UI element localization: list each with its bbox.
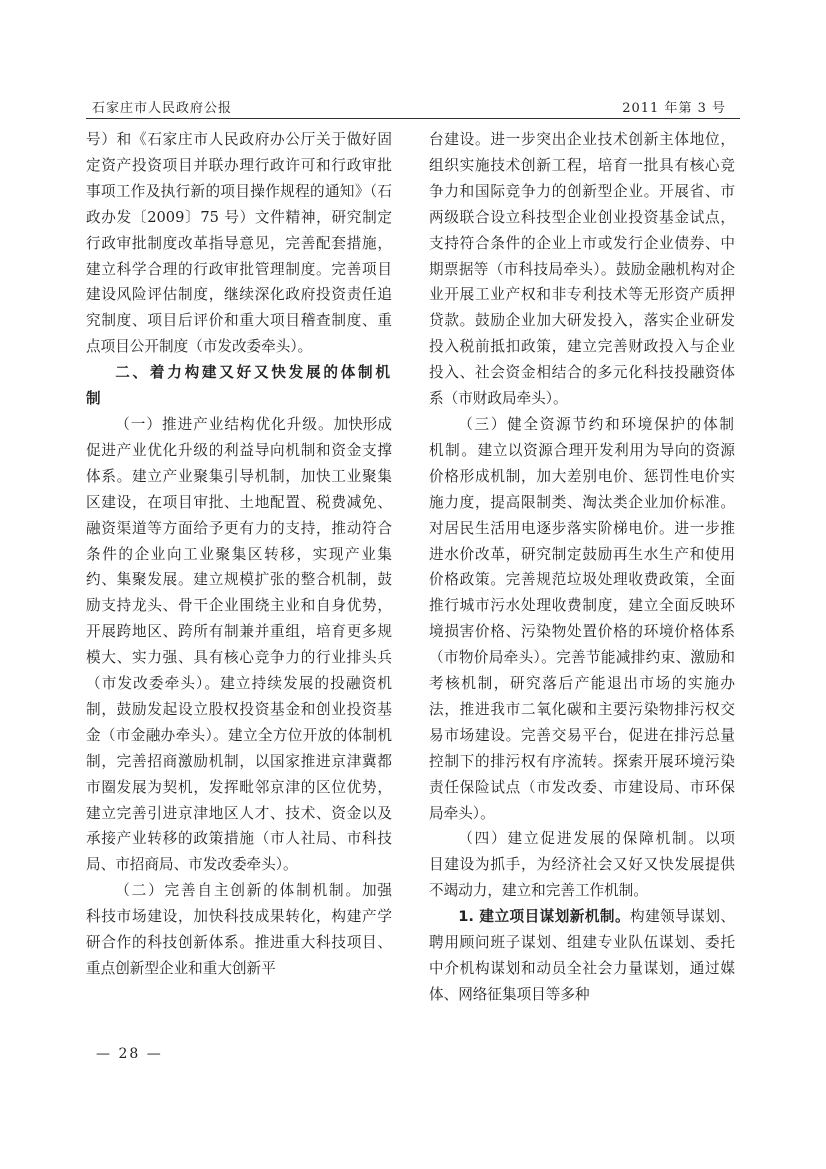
- paragraph: 台建设。进一步突出企业技术创新主体地位，组织实施技术创新工程，培育一批具有核心竞争力和国际竞争力的创新型企业。开展省、市两级联合设立科技型企业创业投资基金试点，支持符合条件的企业上市或发行企业债券、中期票据等（市科技局牵头）。鼓励金融机构对企业开展工业产权和非专利技术等无形资产质押贷款。鼓励企业加大研发投入，落实企业研发投入税前抵扣政策，建立完善财政投入与企业投入、社会资金相结合的多元化科技投融资体系（市财政局牵头）。: [429, 131, 735, 408]
- right-column: [429, 127, 735, 1008]
- paragraph-text: 以项目建设为抓手，为经济社会又好又快发展提供不竭动力，建立和完善工作机制。: [429, 830, 735, 900]
- issue-number: 2011 年第 3 号: [622, 101, 726, 116]
- paragraph: [429, 904, 735, 1008]
- subsection-title: （四）建立促进发展的保障机制。: [458, 830, 705, 848]
- paragraph-text: 建立以资源合理开发利用为导向的资源价格形成机制，加大差别电价、惩罚性电价实施力度，提高限制类、淘汰类企业加价标准。对居民生活用电逐步落实阶梯电价。进一步推进水价改革，研究制定鼓励再生水生产和使用价格政策。完善规范垃圾处理收费政策，全面推行城市污水处理收费制度，建立全面反映环境损害价格、污染物处置价格的环境价格体系（市物价局牵头）。完善节能减排约束、激励和考核机制，研究落后产能退出市场的实施办法，推进我市二氧化碳和主要污染物排污权交易市场建设。完善交易平台，促进在排污总量控制下的排污权有序流转。探索开展环境污染责任保险试点（市发改委、市建设局、市环保局牵头）。: [429, 441, 735, 822]
- paragraph-text: 加强科技市场建设，加快科技成果转化，构建产学研合作的科技创新体系。推进重大科技项目、重点创新型企业和重大创新平: [86, 882, 392, 977]
- paragraph: 号）和《石家庄市人民政府办公厅关于做好固定资产投资项目并联办理行政许可和行政审批事项工作及执行新的项目操作规程的通知》（石政办发〔2009〕75 号）文件精神，研究制定行政审批制度改革指导意见，完善配套措施，建立科学合理的行政审批管理制度。完善项目建设风险评估制度，继续深化政府投资责任追究制度、项目后评价和重大项目稽查制度、重点项目公开制度（市发改委牵头）。: [86, 131, 392, 356]
- paragraph: [86, 878, 392, 982]
- paragraph-text: 构建领导谋划、聘用顾问班子谋划、组建专业队伍谋划、委托中介机构谋划和动员全社会力量谋划，通过媒体、网络征集项目等多种: [429, 908, 735, 1003]
- page-header: [86, 95, 740, 119]
- item-title: 1. 建立项目谋划新机制。: [458, 908, 631, 926]
- paragraph-text: 加快形成促进产业优化升级的利益导向机制和资金支撑体系。建立产业聚集引导机制，加快工业聚集区建设，在项目审批、土地配置、税费减免、融资渠道等方面给予更有力的支持，推动符合条件的企业向工业聚集区转移，实现产业集约、集聚发展。建立规模扩张的整合机制，鼓励支持龙头、骨干企业围绕主业和自身优势，开展跨地区、跨所有制兼并重组，培育更多规模大、实力强、具有核心竞争力的行业排头兵（市发改委牵头）。建立持续发展的投融资机制，鼓励发起设立股权投资基金和创业投资基金（市金融办牵头）。建立全方位开放的体制机制，完善招商激励机制，以国家推进京津冀都市圈发展为契机，发挥毗邻京津的区位优势，建立完善引进京津地区人才、技术、资金以及承接产业转移的政策措施（市人社局、市科技局、市招商局、市发改委牵头）。: [86, 415, 392, 874]
- header-rule: [86, 118, 740, 119]
- paragraph: [86, 412, 392, 878]
- publication-title: 石家庄市人民政府公报: [92, 101, 233, 116]
- subsection-title: （一）推进产业结构优化升级。: [115, 415, 334, 433]
- section-heading: 二、着力构建又好又快发展的体制机制: [86, 364, 392, 408]
- page-number: — 28 —: [96, 1046, 163, 1062]
- subsection-title: （三）健全资源节约和环境保护的体制机制。: [429, 415, 735, 459]
- paragraph: [429, 826, 735, 904]
- subsection-title: （二）完善自主创新的体制机制。: [115, 882, 362, 900]
- left-column: [86, 127, 392, 982]
- paragraph: [429, 412, 735, 827]
